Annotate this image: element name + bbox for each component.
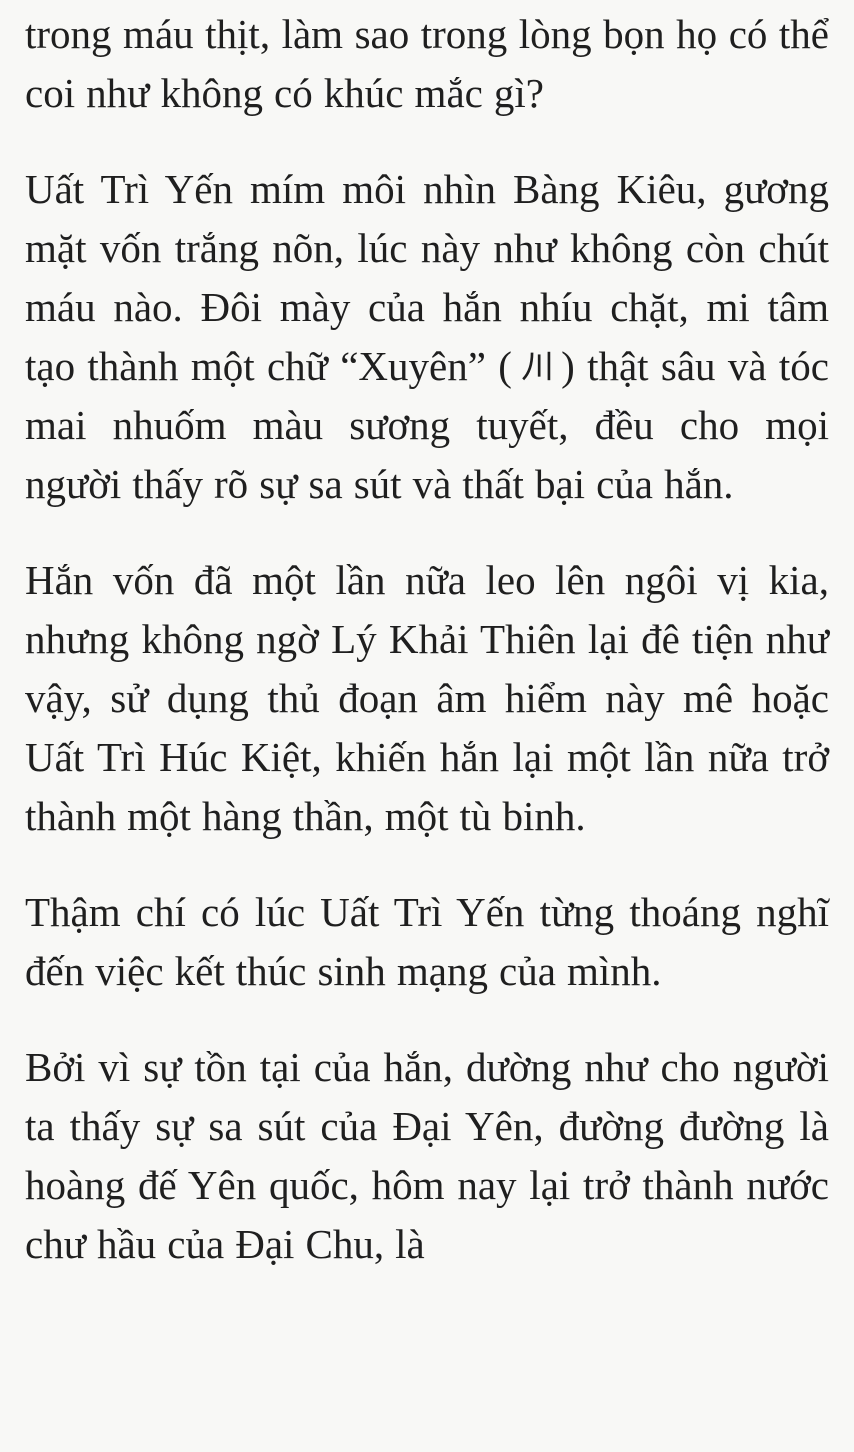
chuan-character (516, 350, 557, 382)
paragraph-2 (25, 160, 829, 514)
paragraph-3: Hắn vốn đã một lần nữa leo lên ngôi vị kia, nhưng không ngờ Lý Khải Thiên lại đê tiện như vậy, sử dụng thủ đoạn âm hiểm này mê hoặc Uất Trì Húc Kiệt, khiến hắn lại một lần nữa trở thành một hàng thần, một tù binh. (25, 557, 829, 839)
chuan-character-glyph (516, 350, 557, 382)
paragraph-2-text-before: Uất Trì Yến mím môi nhìn Bàng Kiêu, gương mặt vốn trắng nõn, lúc này như không còn chút máu nào. Đôi mày của hắn nhíu chặt, mi tâm tạo thành một chữ “Xuyên” ( (25, 166, 829, 389)
paragraph-5: Bởi vì sự tồn tại của hắn, dường như cho người ta thấy sự sa sút của Đại Yên, đường đường là hoàng đế Yên quốc, hôm nay lại trở thành nước chư hầu của Đại Chu, là (25, 1044, 829, 1267)
paragraph-2-text-after: ) thật sâu và tóc mai nhuốm màu sương tuyết, đều cho mọi người thấy rõ sự sa sút và thất bại của hắn. (25, 343, 829, 507)
paragraph-1: trong máu thịt, làm sao trong lòng bọn họ có thể coi như không có khúc mắc gì? (25, 11, 829, 116)
paragraph-4: Thậm chí có lúc Uất Trì Yến từng thoáng nghĩ đến việc kết thúc sinh mạng của mình. (25, 889, 829, 994)
